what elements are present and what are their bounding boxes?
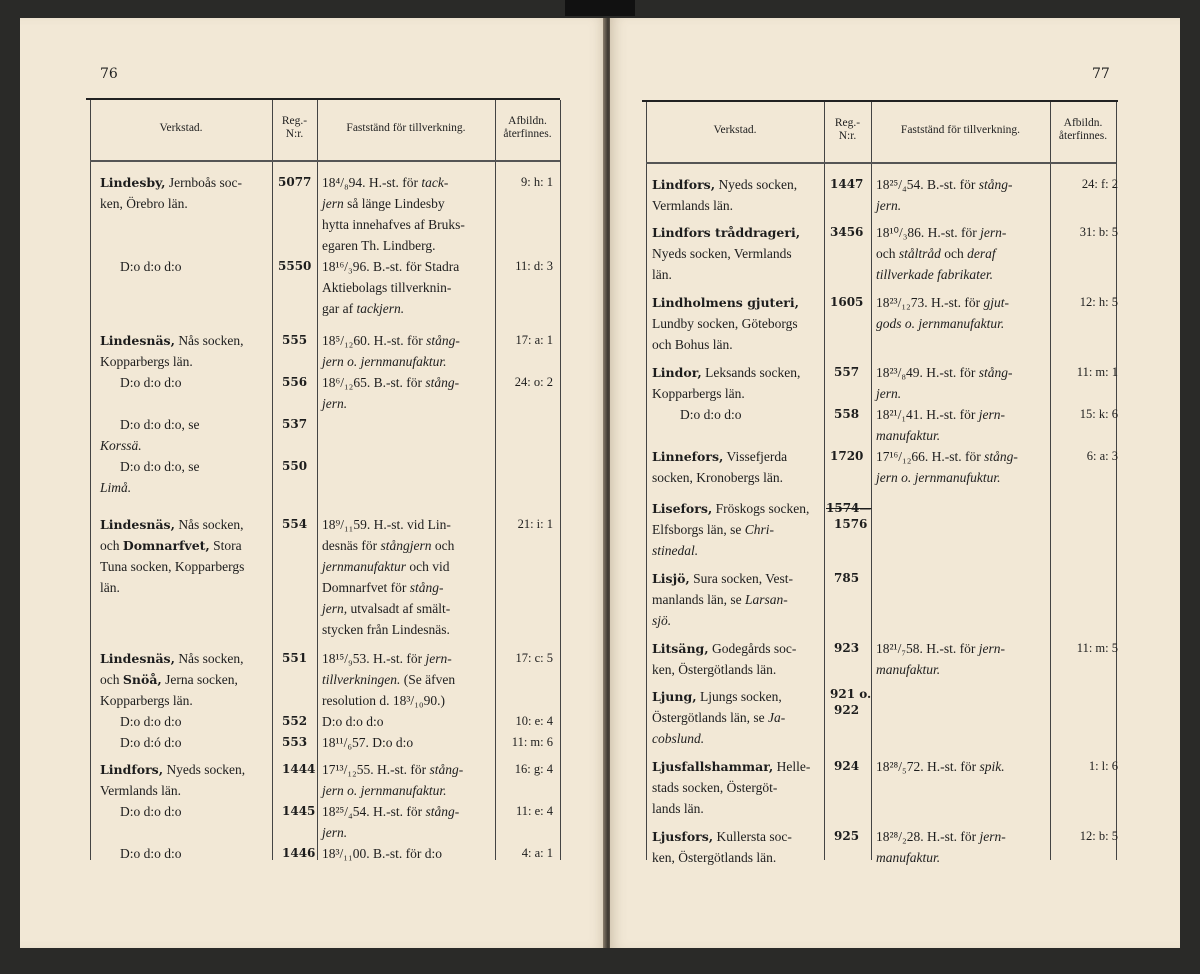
reg-number: 1720 (830, 449, 864, 463)
header-afbildn: Afbildn. återfinnes. (1058, 117, 1108, 142)
entry-name: Lindesby, Jernboås soc- (100, 175, 242, 190)
afbildn-ref: 1: l: 6 (1088, 759, 1118, 773)
entry-name: Lindesnäs, Nås socken, (100, 651, 244, 666)
entry-name: Lindfors, Nyeds socken, (100, 762, 246, 777)
reg-number: 924 (834, 759, 860, 773)
afbildn-ref: 11: m: 1 (1076, 365, 1118, 379)
entry-name: Ljusfallshammar, Helle- (652, 759, 811, 774)
header-verkstad: Verkstad. (713, 124, 757, 136)
entry-name: D:o d:o d:o (120, 846, 182, 861)
page-number: 76 (100, 66, 118, 82)
entry-name: D:o d:o d:o (680, 407, 742, 422)
afbildn-ref: 11: m: 6 (511, 735, 553, 749)
reg-number: 1444 (282, 762, 316, 776)
afbildn-ref: 17: c: 5 (515, 651, 553, 665)
entry-name: D:o d:o d:o, se (120, 459, 200, 474)
afbildn-ref: 4: a: 1 (521, 846, 553, 860)
entry-name: Lindesnäs, Nås socken, (100, 333, 244, 348)
entry-name: D:o d:ó d:o (120, 735, 182, 750)
entry-name: Lisjö, Sura socken, Vest- (652, 571, 794, 586)
entry-name: Lindfors tråddrageri, (652, 225, 801, 240)
afbildn-ref: 12: b: 5 (1079, 829, 1118, 843)
afbildn-ref: 24: f: 2 (1081, 177, 1118, 191)
reg-number: 785 (834, 571, 860, 585)
reg-number: 923 (834, 641, 860, 655)
header-reg: Reg.- N:r. (834, 117, 861, 142)
afbildn-ref: 31: b: 5 (1079, 225, 1118, 239)
entry-name: Lindesnäs, Nås socken, (100, 517, 244, 532)
reg-number: 1446 (282, 846, 316, 860)
header-reg: Reg.- N:r. (281, 115, 308, 140)
afbildn-ref: 21: i: 1 (517, 517, 553, 531)
reg-number: 557 (834, 365, 860, 379)
entry-name: Ljung, Ljungs socken, (652, 689, 782, 704)
afbildn-ref: 11: m: 5 (1076, 641, 1118, 655)
afbildn-ref: 12: h: 5 (1079, 295, 1118, 309)
entry-name: D:o d:o d:o (120, 714, 182, 729)
reg-number: 5550 (278, 259, 312, 273)
reg-number: 1574— (826, 501, 872, 515)
binding-top (565, 0, 635, 16)
reg-number: 3456 (830, 225, 864, 239)
header-faststand: Fastständ för tillverkning. (900, 124, 1021, 136)
entry-name: Lisefors, Fröskogs socken, (652, 501, 810, 516)
entry-name: D:o d:o d:o (120, 804, 182, 819)
entry-name: Lindor, Leksands socken, (652, 365, 801, 380)
reg-number: 552 (282, 714, 308, 728)
entry-name: Litsäng, Godegårds soc- (652, 641, 797, 656)
entry-name: Ljusfors, Kullersta soc- (652, 829, 792, 844)
reg-number: 550 (282, 459, 308, 473)
reg-number: 922 (834, 703, 860, 717)
afbildn-ref: 11: e: 4 (515, 804, 553, 818)
entry-name: D:o d:o d:o, se (120, 417, 200, 432)
reg-number: 1576 (834, 517, 868, 531)
entry-name: D:o d:o d:o (120, 259, 182, 274)
reg-number: 5077 (278, 175, 312, 189)
top-rule (86, 98, 560, 100)
reg-number: 537 (282, 417, 308, 431)
reg-number: 921 o. (830, 687, 872, 701)
reg-number: 1445 (282, 804, 316, 818)
afbildn-ref: 15: k: 6 (1079, 407, 1118, 421)
right-page: 77 Verkstad. Reg.- N:r. Fastständ för tillverkning. Afbildn. återfinnes. Lindfors, Nyeds socken, Vermlands län. 1447 18²⁵/₄54. B.-st. för stång- jern. 24: f: 2 Lindfors tråddrageri, Nyeds socken, Vermlands län. 3456 18¹⁰/₃86. H.-st. för jern- och ståltråd och deraf tillverkade fabrikater. 31: b: 5 Lindholmens gjuteri, Lundby socken, Göteborgs och Bohus län. 1605 18²³/₁₂73. H.-st. för gjut- gods o. jernmanufaktur. 12: h: 5 Lindor, Leksands socken, Kopparbergs län. 557 18²³/₈49. H.-st. för stång- jern. 11: m: 1 D:o d:o d:o 558 18²¹/₁41. H.-st. för jern- manufaktur. 15: k: 6 Linnefors, Vissefjerda socken, Kronobergs län. 1720 17¹⁶/₁₂66. H.-st. för stång- jern o. jernmanufuktur. 6: a: 3 Lisefors, Fröskogs socken, Elfsborgs län, se Chri- stinedal. 1574— 1576 Lisjö, Sura socken, Vest- manlands län, se Larsan- sjö. 785 Litsäng, Godegårds soc- ken, Östergötlands län. 923 18²¹/₇58. H.-st. för jern- manufaktur. 11: m: 5 Ljung, Ljungs socken, Östergötlands län, se Ja- cobslund. 921 o. 922 Ljusfallshammar, Helle- stads socken, Östergöt- lands län. 924 18²⁸/₅72. H.-st. för spik. 1: l: 6 Ljusfors, Kullersta soc- ken, Östergötlands län. 925 18²⁸/₂28. H.-st. för jern- manufaktur. 12: b: 5 (610, 18, 1180, 948)
reg-number: 1447 (830, 177, 864, 191)
reg-number: 551 (282, 651, 308, 665)
reg-number: 558 (834, 407, 860, 421)
left-page: 76 Verkstad. Reg.- N:r. Fastständ för tillverkning. Afbildn. återfinnes. Lindesby, Jernboås soc- ken, Örebro län. 5077 18⁴/₈94. H.-st. för tack- jern så länge Lindesby hytta innehafves af Bruks- egaren Th. Lindberg. 9: h: 1 D:o d:o d:o 5550 18¹⁶/₃96. B.-st. för Stadra Aktiebolags tillverknin- gar af tackjern. 11: d: 3 Lindesnäs, Nås socken, Kopparbergs län. 555 18⁵/₁₂60. H.-st. för stång- jern o. jernmanufaktur. 17: a: 1 D:o d:o d:o 556 18⁶/₁₂65. B.-st. för stång- jern. 24: o: 2 D:o d:o d:o, se Korssä. 537 D:o d:o d:o, se Limå. 550 Lindesnäs, Nås socken, och Domnarfvet, Stora Tuna socken, Kopparbergs län. 554 18⁹/₁₁59. H.-st. vid Lin- desnäs för stångjern och jernmanufaktur och vid Domnarfvet för stång- jern, utvalsadt af smält- stycken från Lindesnäs. 21: i: 1 Lindesnäs, Nås socken, och Snöå, Jerna socken, Kopparbergs län. 551 18¹⁵/₉53. H.-st. för jern- tillverkningen. (Se äfven resolution d. 18³/₁₀90.) 17: c: 5 D:o d:o d:o 552 D:o d:o d:o 10: e: 4 D:o d:ó d:o 553 18¹¹/₆57. D:o d:o 11: m: 6 Lindfors, Nyeds socken, Vermlands län. 1444 17¹³/₁₂55. H.-st. för stång- jern o. jernmanufaktur. 16: g: 4 D:o d:o d:o 1445 18²⁵/₄54. H.-st. för stång- jern. 11: e: 4 D:o d:o d:o 1446 18³/₁₁00. B.-st. för d:o 4: a: 1 (20, 18, 606, 948)
header-faststand: Fastständ för tillverkning. (346, 122, 466, 134)
afbildn-ref: 9: h: 1 (521, 175, 553, 189)
entry-name: Lindfors, Nyeds socken, (652, 177, 798, 192)
reg-number: 555 (282, 333, 308, 347)
page-number: 77 (1092, 66, 1110, 82)
reg-number: 925 (834, 829, 860, 843)
reg-number: 556 (282, 375, 308, 389)
afbildn-ref: 24: o: 2 (514, 375, 553, 389)
entry-name: Lindholmens gjuteri, (652, 295, 799, 310)
top-rule (642, 100, 1118, 102)
header-afbildn: Afbildn. återfinnes. (503, 115, 552, 140)
afbildn-ref: 17: a: 1 (515, 333, 553, 347)
reg-number: 553 (282, 735, 308, 749)
afbildn-ref: 10: e: 4 (515, 714, 553, 728)
reg-number: 554 (282, 517, 308, 531)
entry-name: Linnefors, Vissefjerda (652, 449, 788, 464)
afbildn-ref: 16: g: 4 (514, 762, 553, 776)
reg-number: 1605 (830, 295, 864, 309)
afbildn-ref: 11: d: 3 (515, 259, 553, 273)
header-verkstad: Verkstad. (159, 122, 203, 134)
entry-name: D:o d:o d:o (120, 375, 182, 390)
afbildn-ref: 6: a: 3 (1086, 449, 1118, 463)
